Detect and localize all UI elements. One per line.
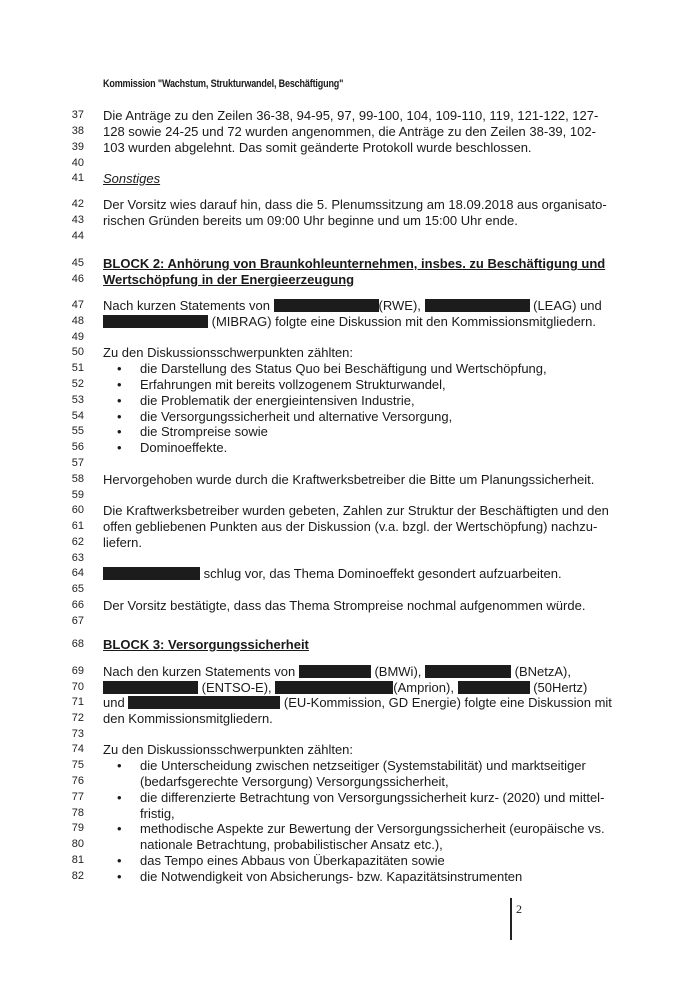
line-number: 40 <box>71 157 84 169</box>
text-line: Zu den Diskussionsschwerpunkten zählten: <box>103 345 354 360</box>
text-line: nationale Betrachtung, probabilistischer Ansatz etc.), <box>140 837 443 852</box>
list-item: die Unterscheidung zwischen netzseitiger (Systemstabilität) und marktseitiger <box>140 758 586 773</box>
text-line: rischen Gründen bereits um 09:00 Uhr beginne und um 15:00 Uhr ende. <box>103 213 518 228</box>
line-number: 39 <box>71 141 84 153</box>
bullet-icon: • <box>117 424 122 439</box>
line-number: 54 <box>71 410 84 422</box>
bullet-icon: • <box>117 758 122 773</box>
text-line: liefern. <box>103 535 143 550</box>
line-number: 45 <box>71 257 84 269</box>
list-item: Dominoeffekte. <box>140 440 228 455</box>
bullet-icon: • <box>117 821 122 836</box>
text-line: fristig, <box>140 806 175 821</box>
redaction-bar <box>425 665 511 678</box>
text-line: Die Kraftwerksbetreiber wurden gebeten, Zahlen zur Struktur der Beschäftigten und den <box>103 503 609 518</box>
line-number: 59 <box>71 489 84 501</box>
line-number: 78 <box>71 807 84 819</box>
bullet-icon: • <box>117 377 122 392</box>
line-number: 37 <box>71 109 84 121</box>
list-item: die Darstellung des Status Quo bei Beschäftigung und Wertschöpfung, <box>140 361 547 376</box>
text-line: 128 sowie 24-25 und 72 wurden angenommen, die Anträge zu den Zeilen 38-39, 102- <box>103 124 596 139</box>
page-number-rule <box>510 898 512 940</box>
redaction-bar <box>275 681 393 694</box>
section-heading: BLOCK 2: Anhörung von Braunkohleunternehmen, insbes. zu Beschäftigung und <box>103 256 606 271</box>
line-number: 55 <box>71 425 84 437</box>
bullet-icon: • <box>117 393 122 408</box>
line-number: 50 <box>71 346 84 358</box>
line-number: 49 <box>71 331 84 343</box>
list-item: die Problematik der energieintensiven Industrie, <box>140 393 415 408</box>
redaction-bar <box>103 681 198 694</box>
line-number: 52 <box>71 378 84 390</box>
text-line: Der Vorsitz wies darauf hin, dass die 5. Plenumssitzung am 18.09.2018 aus organisato- <box>103 197 607 212</box>
line-number: 75 <box>71 759 84 771</box>
line-number: 70 <box>71 681 84 693</box>
line-number: 67 <box>71 615 84 627</box>
line-number: 51 <box>71 362 84 374</box>
line-number: 56 <box>71 441 84 453</box>
line-number: 47 <box>71 299 84 311</box>
list-item: die differenzierte Betrachtung von Versorgungssicherheit kurz- (2020) und mittel- <box>140 790 605 805</box>
text-line: (MIBRAG) folgte eine Diskussion mit den Kommissionsmitgliedern. <box>103 314 596 329</box>
text-line: 103 wurden abgelehnt. Das somit geänderte Protokoll wurde beschlossen. <box>103 140 532 155</box>
redaction-bar <box>458 681 530 694</box>
line-number: 58 <box>71 473 84 485</box>
line-number: 43 <box>71 214 84 226</box>
text-line: den Kommissionsmitgliedern. <box>103 711 273 726</box>
bullet-icon: • <box>117 790 122 805</box>
page-number: 2 <box>516 902 522 916</box>
line-number: 48 <box>71 315 84 327</box>
line-number: 72 <box>71 712 84 724</box>
line-number: 74 <box>71 743 84 755</box>
redaction-bar <box>128 696 280 709</box>
redaction-bar <box>299 665 371 678</box>
list-item: die Strompreise sowie <box>140 424 268 439</box>
line-number: 82 <box>71 870 84 882</box>
bullet-icon: • <box>117 440 122 455</box>
line-number: 69 <box>71 665 84 677</box>
line-number: 65 <box>71 583 84 595</box>
redaction-bar <box>103 567 200 580</box>
line-number: 73 <box>71 728 84 740</box>
text-line: Die Anträge zu den Zeilen 36-38, 94-95, 97, 99-100, 104, 109-110, 119, 121-122, 127- <box>103 108 599 123</box>
line-number: 63 <box>71 552 84 564</box>
line-number: 44 <box>71 230 84 242</box>
text-line: Der Vorsitz bestätigte, dass das Thema Strompreise nochmal aufgenommen würde. <box>103 598 586 613</box>
line-number: 81 <box>71 854 84 866</box>
bullet-icon: • <box>117 409 122 424</box>
line-number: 76 <box>71 775 84 787</box>
text-line: Zu den Diskussionsschwerpunkten zählten: <box>103 742 354 757</box>
list-item: das Tempo eines Abbaus von Überkapazitäten sowie <box>140 853 445 868</box>
text-line: offen gebliebenen Punkten aus der Diskussion (v.a. bzgl. der Wertschöpfung) nachzu- <box>103 519 598 534</box>
bullet-icon: • <box>117 869 122 884</box>
text-line: schlug vor, das Thema Dominoeffekt gesondert aufzuarbeiten. <box>103 566 562 581</box>
text-line: Nach kurzen Statements von (RWE), (LEAG) und <box>103 298 602 313</box>
bullet-icon: • <box>117 853 122 868</box>
line-number: 61 <box>71 520 84 532</box>
bullet-icon: • <box>117 361 122 376</box>
line-number: 41 <box>71 172 84 184</box>
text-line: Sonstiges <box>103 171 161 186</box>
section-heading: Wertschöpfung in der Energieerzeugung <box>103 272 355 287</box>
line-number: 80 <box>71 838 84 850</box>
list-item: methodische Aspekte zur Bewertung der Versorgungssicherheit (europäische vs. <box>140 821 605 836</box>
list-item: die Notwendigkeit von Absicherungs- bzw. Kapazitätsinstrumenten <box>140 869 523 884</box>
line-number: 79 <box>71 822 84 834</box>
line-number: 57 <box>71 457 84 469</box>
line-number: 62 <box>71 536 84 548</box>
line-number: 66 <box>71 599 84 611</box>
line-number: 68 <box>71 638 84 650</box>
text-line: und (EU-Kommission, GD Energie) folgte eine Diskussion mit <box>103 695 612 710</box>
redaction-bar <box>425 299 530 312</box>
line-number: 64 <box>71 567 84 579</box>
text-line: (bedarfsgerechte Versorgung) Versorgungssicherheit, <box>140 774 449 789</box>
line-number: 46 <box>71 273 84 285</box>
list-item: die Versorgungssicherheit und alternative Versorgung, <box>140 409 453 424</box>
line-number: 60 <box>71 504 84 516</box>
line-number: 38 <box>71 125 84 137</box>
list-item: Erfahrungen mit bereits vollzogenem Strukturwandel, <box>140 377 446 392</box>
section-heading: BLOCK 3: Versorgungssicherheit <box>103 637 309 652</box>
text-line: Hervorgehoben wurde durch die Kraftwerksbetreiber die Bitte um Planungssicherheit. <box>103 472 595 487</box>
line-number: 53 <box>71 394 84 406</box>
line-number: 42 <box>71 198 84 210</box>
text-line: Nach den kurzen Statements von (BMWi), (BNetzA), <box>103 664 571 679</box>
line-number: 71 <box>71 696 84 708</box>
document-header: Kommission "Wachstum, Strukturwandel, Beschäftigung" <box>103 78 344 90</box>
text-line: (ENTSO-E), (Amprion), (50Hertz) <box>103 680 587 695</box>
redaction-bar <box>103 315 208 328</box>
line-number: 77 <box>71 791 84 803</box>
redaction-bar <box>274 299 379 312</box>
